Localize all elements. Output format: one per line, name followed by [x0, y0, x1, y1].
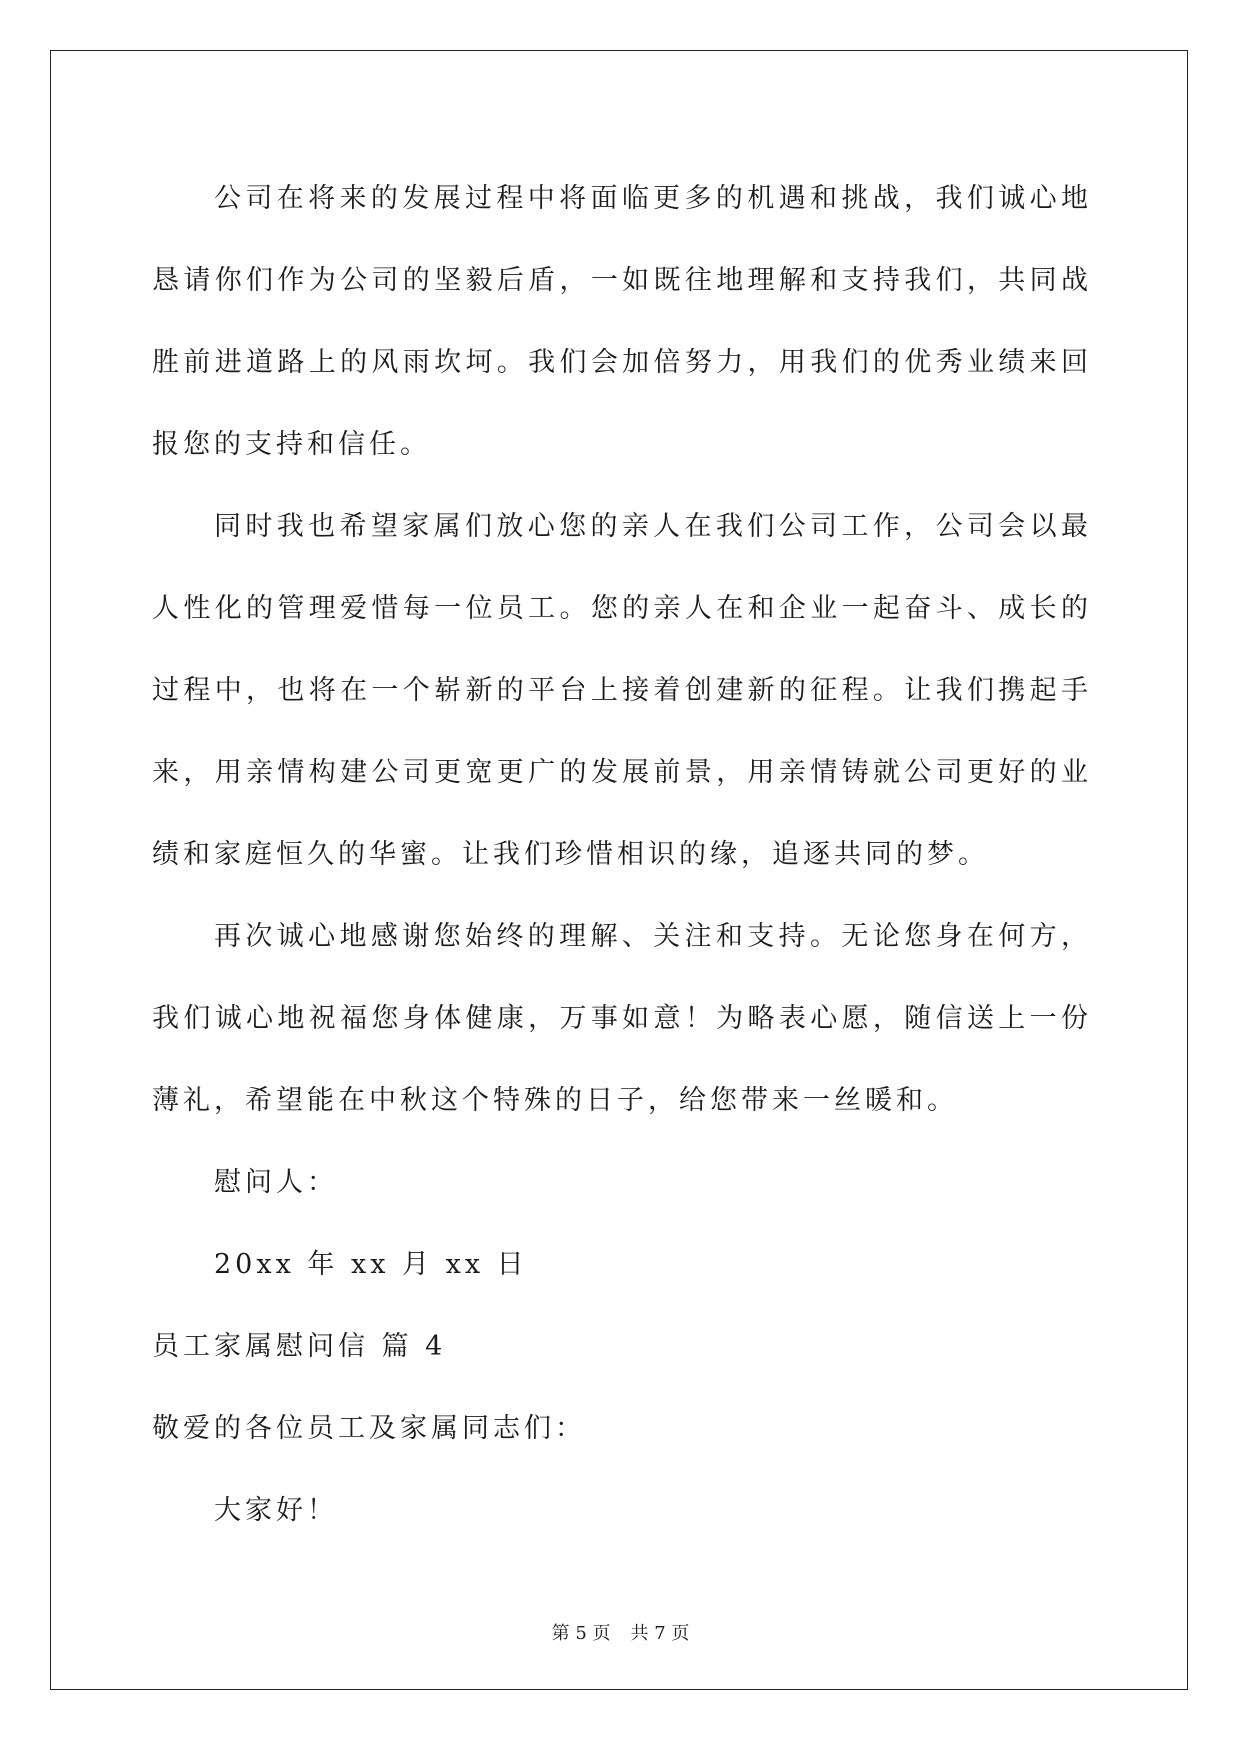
paragraph-3: 再次诚心地感谢您始终的理解、关注和支持。无论您身在何方，我们诚心地祝福您身体健康，万事如意！为略表心愿，随信送上一份薄礼，希望能在中秋这个特殊的日子，给您带来一丝暖和。: [152, 921, 1092, 1116]
salutation: 敬爱的各位员工及家属同志们：: [152, 1413, 586, 1444]
document-body: [152, 158, 1092, 1552]
page-number-current: 第 5 页: [551, 1623, 611, 1644]
letter-date: 20xx 年 xx 月 xx 日: [214, 1249, 528, 1280]
paragraph-2: 同时我也希望家属们放心您的亲人在我们公司工作，公司会以最人性化的管理爱惜每一位员工。您的亲人在和企业一起奋斗、成长的过程中，也将在一个崭新的平台上接着创建新的征程。让我们携起手来，用亲情构建公司更宽更广的发展前景，用亲情铸就公司更好的业绩和家庭恒久的华蜜。让我们珍惜相识的缘，追逐共同的梦。: [152, 511, 1092, 870]
paragraph-1: 公司在将来的发展过程中将面临更多的机遇和挑战，我们诚心地恳请你们作为公司的坚毅后盾，一如既往地理解和支持我们，共同战胜前进道路上的风雨坎坷。我们会加倍努力，用我们的优秀业绩来回报您的支持和信任。: [152, 183, 1092, 460]
signature-label: 慰问人：: [214, 1167, 338, 1198]
section-title: 员工家属慰问信 篇 4: [152, 1331, 447, 1362]
greeting: 大家好！: [214, 1495, 338, 1526]
page-footer: [0, 1619, 1241, 1645]
page-number-total: 共 7 页: [630, 1623, 690, 1644]
